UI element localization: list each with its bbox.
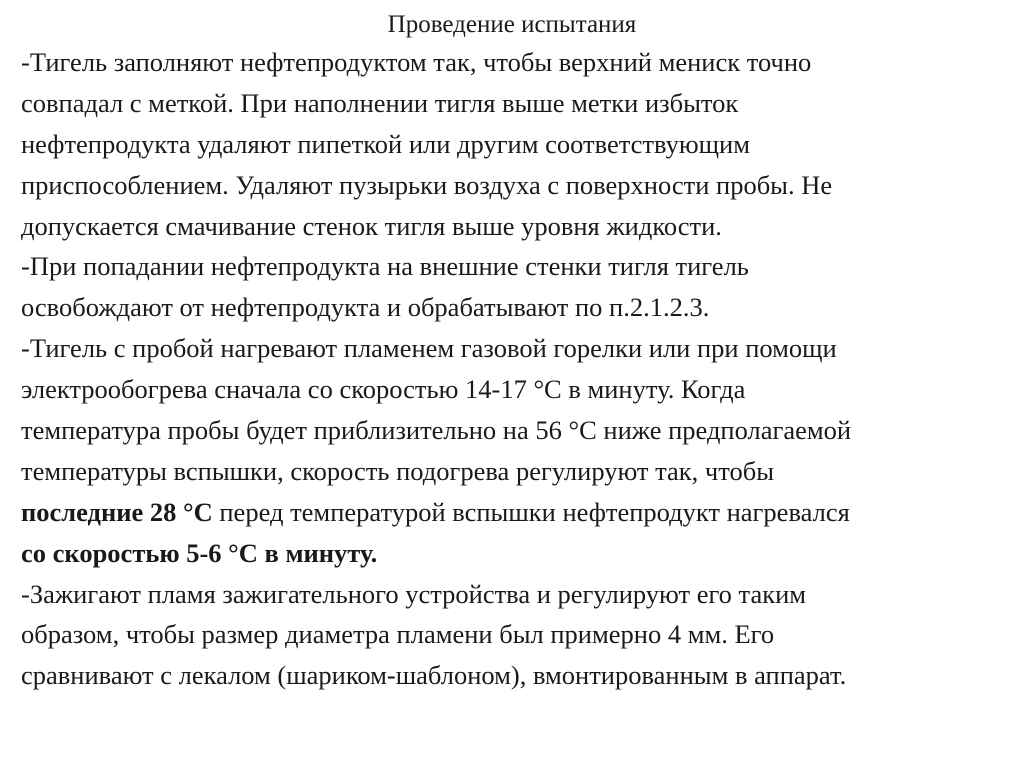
text-run: нефтепродукта удаляют пипеткой или другим соответствующим: [21, 128, 751, 159]
text-line: [21, 287, 1011, 328]
text-run: допускается смачивание стенок тигля выше уровня жидкости.: [21, 210, 722, 241]
bold-text-run: последние 28 °С: [21, 496, 213, 527]
text-line: [21, 451, 1011, 492]
text-line: [21, 614, 1011, 655]
text-line: [21, 574, 1011, 615]
text-line: [21, 655, 1011, 696]
text-run: температуры вспышки, скорость подогрева регулируют так, чтобы: [21, 455, 775, 486]
text-line: [21, 533, 1011, 574]
text-run: сравнивают с лекалом (шариком-шаблоном), вмонтированным в аппарат.: [21, 660, 847, 691]
slide-title: Проведение испытания: [387, 11, 637, 38]
text-line: [21, 42, 1011, 83]
text-line: [21, 83, 1011, 124]
text-line: [21, 410, 1011, 451]
text-run: освобождают от нефтепродукта и обрабатывают по п.2.1.2.3.: [21, 292, 710, 323]
text-run: совпадал с меткой. При наполнении тигля выше метки избыток: [21, 87, 739, 118]
text-run: -Зажигают пламя зажигательного устройства и регулируют его таким: [21, 578, 807, 609]
text-run: приспособлением. Удаляют пузырьки воздуха с поверхности пробы. Не: [21, 169, 833, 200]
text-run: температура пробы будет приблизительно на 56 °С ниже предполагаемой: [21, 415, 852, 446]
bold-text-run: со скоростью 5-6 °С в минуту.: [21, 537, 378, 568]
text-line: [21, 165, 1011, 206]
text-line: [21, 206, 1011, 247]
text-run: электрообогрева сначала со скоростью 14-17 °С в минуту. Когда: [21, 374, 746, 405]
text-line: [21, 369, 1011, 410]
text-run: -Тигель с пробой нагревают пламенем газовой горелки или при помощи: [21, 333, 837, 364]
slide-body-text: [21, 42, 1011, 696]
text-run: образом, чтобы размер диаметра пламени был примерно 4 мм. Его: [21, 619, 775, 650]
text-run: перед температурой вспышки нефтепродукт нагревался: [212, 496, 850, 527]
text-run: -Тигель заполняют нефтепродуктом так, чтобы верхний мениск точно: [21, 47, 812, 77]
text-line: [21, 492, 1011, 533]
text-line: [21, 246, 1011, 287]
text-line: [21, 124, 1011, 165]
text-run: -При попадании нефтепродукта на внешние стенки тигля тигель: [21, 251, 749, 282]
text-line: [21, 328, 1011, 369]
